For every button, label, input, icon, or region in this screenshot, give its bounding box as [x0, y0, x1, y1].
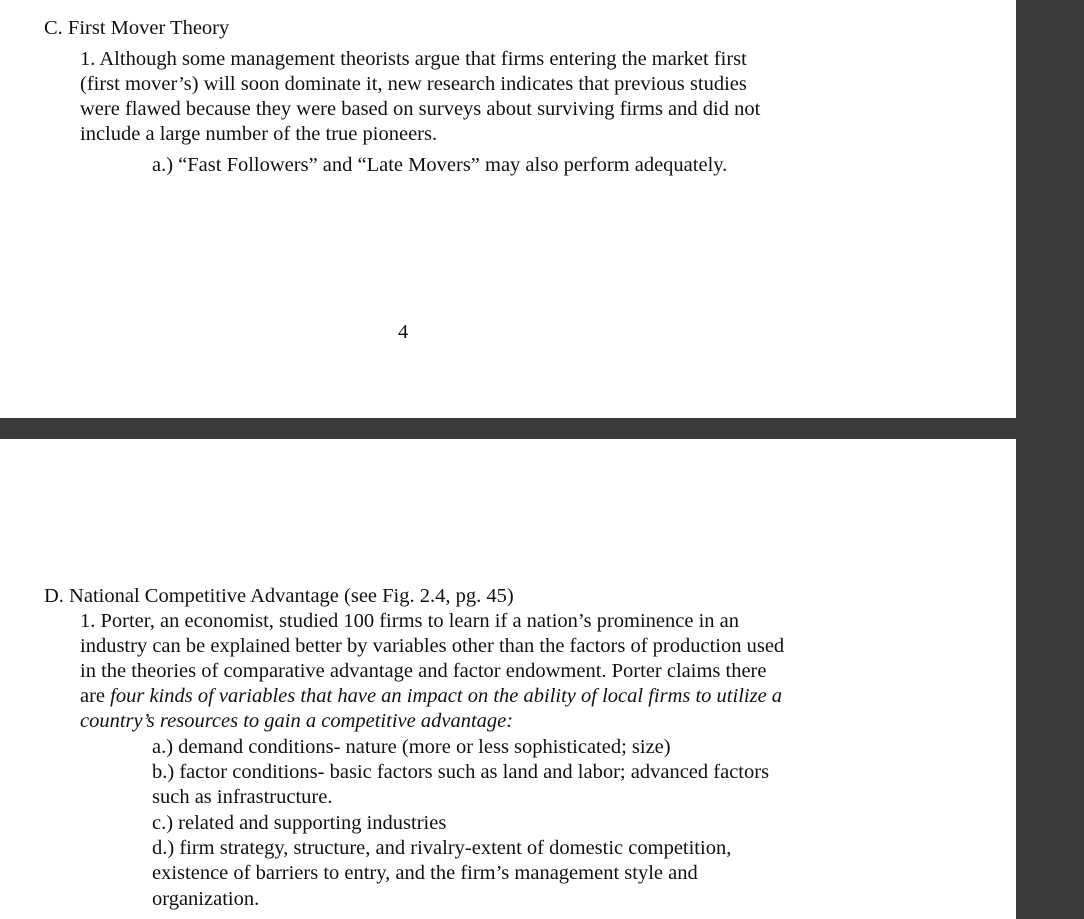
section-d-point-1-line-3: in the theories of comparative advantage and factor endowment. Porter claims there	[80, 660, 767, 682]
section-c-point-1-line-1: 1. Although some management theorists argue that firms entering the market first	[80, 48, 747, 70]
section-c-heading: C. First Mover Theory	[44, 17, 230, 39]
section-d-point-1-line-5	[80, 709, 513, 734]
viewer-scroll-gutter[interactable]	[1016, 0, 1084, 919]
section-d-point-1-line-4	[80, 684, 782, 709]
line-4-prefix: are	[80, 685, 111, 707]
section-d-heading: D. National Competitive Advantage (see Fig. 2.4, pg. 45)	[44, 585, 514, 607]
section-d-point-1-line-2: industry can be explained better by variables other than the factors of production used	[80, 635, 785, 657]
section-c-point-1-line-3: were flawed because they were based on surveys about surviving firms and did not	[80, 98, 761, 120]
section-d-sub-d-line-3: organization.	[152, 888, 260, 910]
line-5-italic-text: country’s resources to gain a competitive advantage:	[80, 710, 514, 732]
section-d-sub-a: a.) demand conditions- nature (more or less sophisticated; size)	[152, 736, 671, 758]
section-d-sub-c: c.) related and supporting industries	[152, 812, 447, 834]
line-4-italic-text: four kinds of variables that have an impact on the ability of local firms to utilize a	[110, 685, 783, 707]
document-page-top	[0, 0, 1016, 418]
document-page-bottom	[0, 439, 1016, 919]
page-number: 4	[398, 321, 409, 343]
section-c-point-1-line-2: (first mover’s) will soon dominate it, new research indicates that previous studies	[80, 73, 747, 95]
section-d-sub-d-line-1: d.) firm strategy, structure, and rivalry-extent of domestic competition,	[152, 837, 732, 859]
section-c-sub-a: a.) “Fast Followers” and “Late Movers” may also perform adequately.	[152, 154, 728, 176]
section-d-point-1-line-1: 1. Porter, an economist, studied 100 firms to learn if a nation’s prominence in an	[80, 610, 740, 632]
section-c-point-1-line-4: include a large number of the true pioneers.	[80, 123, 438, 145]
section-d-sub-b-line-1: b.) factor conditions- basic factors such as land and labor; advanced factors	[152, 761, 770, 783]
section-d-sub-d-line-2: existence of barriers to entry, and the firm’s management style and	[152, 862, 698, 884]
section-d-sub-b-line-2: such as infrastructure.	[152, 786, 333, 808]
